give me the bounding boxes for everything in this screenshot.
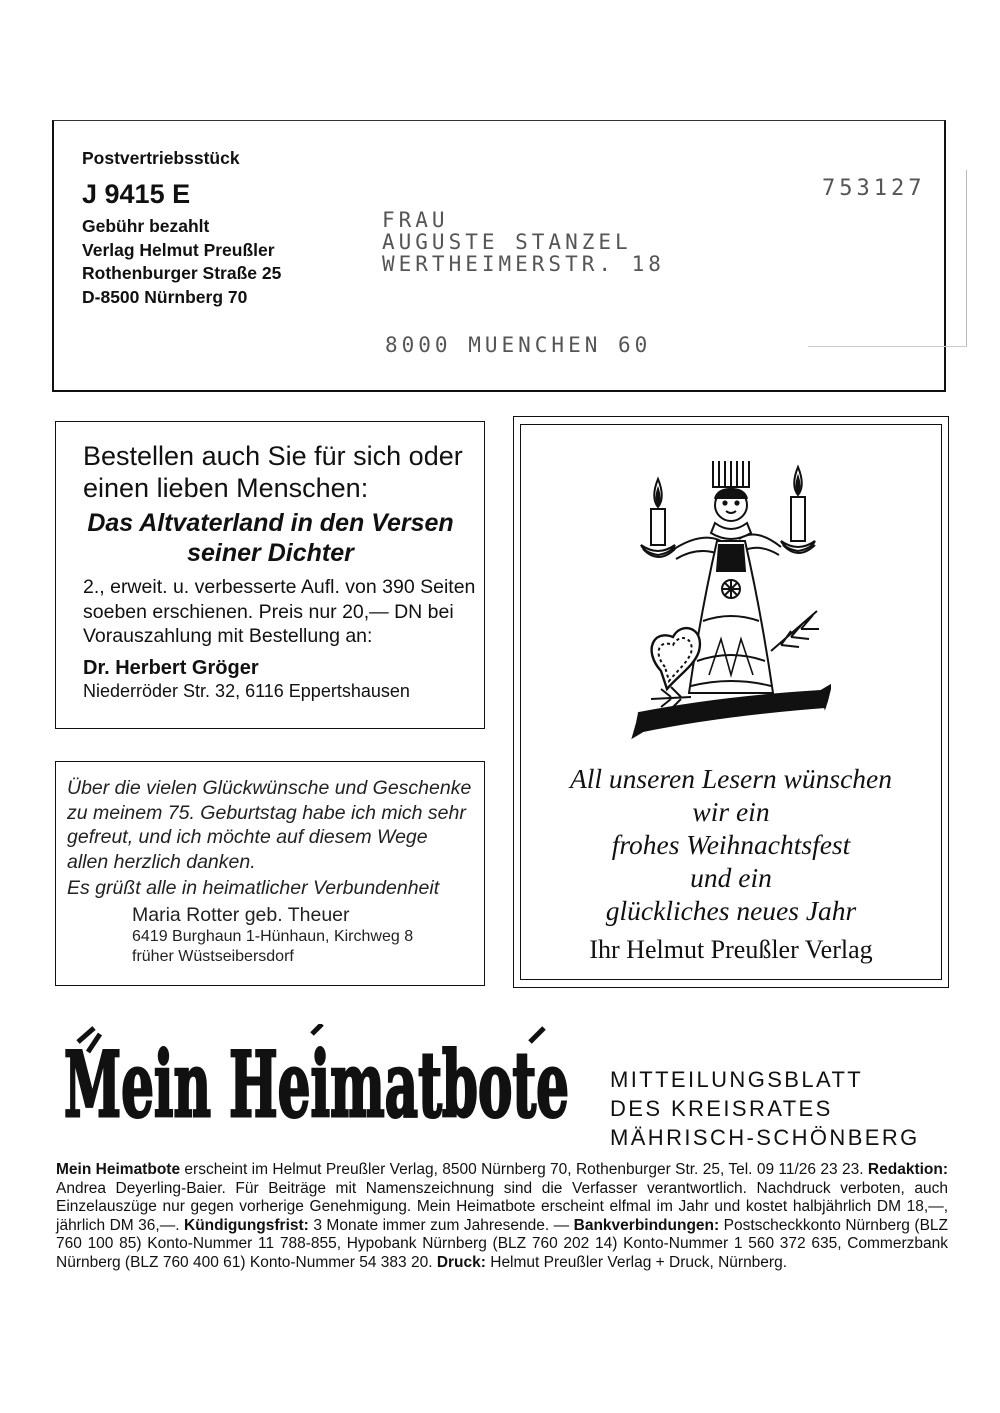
greeting-line: wir ein xyxy=(692,796,770,827)
masthead-subtitle xyxy=(610,1065,920,1152)
impressum-publisher: erscheint im Helmut Preußler Verlag, 8500 Nürnberg 70, Rothenburger Str. 25, Tel. 09 11/26 23 23. xyxy=(180,1161,868,1178)
sender-line: Gebühr bezahlt xyxy=(82,216,210,236)
sender-line: Rothenburger Straße 25 xyxy=(82,263,282,283)
subtitle-line: MÄHRISCH-SCHÖNBERG xyxy=(610,1125,920,1150)
christmas-greeting-text xyxy=(521,762,941,966)
order-contact-name: Dr. Herbert Gröger xyxy=(83,656,259,679)
recipient-salutation: FRAU xyxy=(382,208,449,232)
impressum-print: Helmut Preußler Verlag + Druck, Nürnberg. xyxy=(485,1253,788,1271)
subtitle-line: MITTEILUNGSBLATT xyxy=(610,1067,864,1092)
order-intro: Bestellen auch Sie für sich oder einen lieben Menschen: xyxy=(83,441,463,503)
impressum-publication: Mein Heimatbote xyxy=(56,1161,181,1178)
signer-address: 6419 Burghaun 1-Hünhaun, Kirchweg 8 xyxy=(132,927,414,945)
signer-origin: früher Wüstseibersdorf xyxy=(132,947,294,965)
impressum-notice: 3 Monate immer zum Jahresende. — xyxy=(308,1216,574,1234)
mein-heimatbote-blackletter-logo xyxy=(60,1024,580,1144)
order-contact-address: Niederröder Str. 32, 6116 Eppertshausen xyxy=(83,680,410,701)
book-order-ad xyxy=(55,421,485,729)
subtitle-line: DES KREISRATES xyxy=(610,1096,833,1121)
book-title: Das Altvaterland in den Versen seiner Dichter xyxy=(87,509,454,567)
book-description: 2., erweit. u. verbesserte Aufl. von 390 Seiten soeben erschienen. Preis nur 20,— DN bei Vorauszahlung mit Bestellung an: xyxy=(83,576,476,647)
birthday-thanks-note xyxy=(55,761,485,986)
recipient-street: WERTHEIMERSTR. 18 xyxy=(382,252,665,276)
thanks-greeting: Es grüßt alle in heimatlicher Verbundenheit xyxy=(67,877,440,899)
greeting-line: glückliches neues Jahr xyxy=(605,895,857,926)
signer-name: Maria Rotter xyxy=(132,903,240,926)
impressum-bank-label: Bankverbindungen: xyxy=(573,1216,720,1234)
impressum-bank: Postscheckkonto Nürnberg (BLZ 760 100 85) Konto-Nummer 11 788-855, Hypobank Nürnberg (BLZ 760 202 14) Konto-Nummer 1 560 372 635, Commerzbank Nürnberg (BLZ 760 400 61) Konto-Nummer 54 383 20. xyxy=(56,1216,948,1271)
thanks-signer xyxy=(67,903,474,927)
impressum-notice-label: Kündigungsfrist: xyxy=(184,1216,309,1234)
christmas-greeting-box xyxy=(513,416,949,988)
recipient-name: AUGUSTE STANZEL xyxy=(382,230,632,254)
christmas-angel-illustration xyxy=(631,461,831,751)
thanks-message: Über die vielen Glückwünsche und Geschenke zu meinem 75. Geburtstag habe ich mich sehr gefreut, und ich möchte auf diesem Wege allen herzlich danken. xyxy=(67,777,472,873)
greeting-line: frohes Weihnachtsfest xyxy=(611,829,851,860)
greeting-signature: Ihr Helmut Preußler Verlag xyxy=(589,935,873,964)
postal-header: Postvertriebsstück xyxy=(82,148,240,168)
recipient-city: 8000 MUENCHEN 60 xyxy=(385,333,652,357)
impressum-editorial-label: Redaktion: xyxy=(867,1161,949,1178)
greeting-line: und ein xyxy=(690,862,772,893)
sender-line: Verlag Helmut Preußler xyxy=(82,239,275,260)
postal-code-number: J 9415 E xyxy=(82,179,191,209)
sender-block xyxy=(82,215,281,309)
signer-maiden-name: geb. Theuer xyxy=(244,903,350,926)
sender-line: D-8500 Nürnberg 70 xyxy=(82,286,248,307)
logo-text: Mein Heimatbote xyxy=(64,1032,569,1138)
impressum-print-label: Druck: xyxy=(436,1253,486,1271)
recipient-number: 753127 xyxy=(822,176,926,201)
greeting-line: All unseren Lesern wünschen xyxy=(569,763,893,794)
impressum-editorial: Andrea Deyerling-Baier. Für Beiträge mit Namenszeichnung sind die Verfasser verantwortlich. Nachdruck verboten, auch Einzelauszüge nur gegen vorherige Genehmigung. Mein Heimatbote erscheint elfmal im Jahr und kostet halbjährlich DM 18,—, jährlich DM 36,—. xyxy=(56,1179,948,1234)
impressum xyxy=(56,1161,948,1273)
